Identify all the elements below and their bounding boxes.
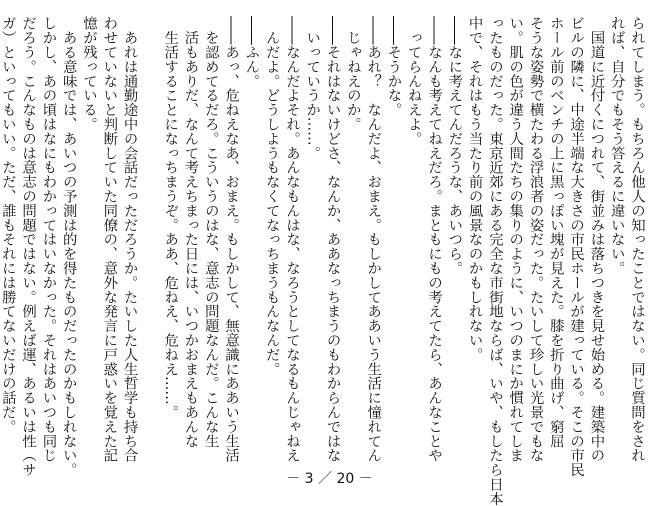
text-line: ホール前のベンチの上に黒っぽい塊が見えた。膝を折り曲げ、窮屈 (547, 16, 564, 448)
text-line: 憶が残っている。 (80, 16, 97, 132)
text-line: れば、自分でもそう答えるに違いない。 (608, 16, 625, 276)
text-line: ある意味では、あいつの予測は的を得たものだったのかもしれない。 (60, 16, 77, 477)
text-line: あれは通勤途中の会話だっただろうか。たいした人生哲学も持ち合 (121, 16, 138, 463)
text-line: わせていないと判断していた同僚の、意外な発言に戸惑いを覚えた記 (101, 16, 118, 463)
text-line: を認めてるだろ。こういうのはな、意志の問題なんだ。こんな生 (202, 16, 219, 448)
text-line: ――それはないけどさ、なんか、ああなっちまうのもわからんではな (324, 16, 341, 463)
text-line: 中で、それはもう当たり前の風景なのかもしれない。 (466, 16, 483, 362)
text-line: い。肌の色が違う人間たちの集りのように、いつのまにか慣れてしま (507, 16, 524, 463)
text-line: ったものだった。東京近郊にある完全な市街地ならば、いや、もしたら日本 (486, 16, 503, 506)
text-line: ――ふん。 (243, 16, 260, 88)
page-number: － 3 ／ 20 － (286, 471, 373, 487)
text-line: ガ）といってもいい。ただ、誰もそれには勝てないだけの話だ。 (0, 16, 16, 434)
text-line: 生活することになっちまうぞ。ああ、危ねえ、危ねえ……。 (162, 16, 179, 420)
text-line: ビルの隣に、中途半端な大きさの市民ホールが建っている。そこの市民 (568, 16, 585, 477)
text-line: ――なに考えてんだろうな、あいつら。 (446, 16, 463, 276)
text-line: ――なんも考えてねえだろ。まともにもの考えてたら、あんなことや (426, 16, 443, 463)
text-line: ってらんねえよ。 (405, 16, 422, 146)
text-line: られてしまう。もちろん他人の知ったことではない。同じ質問をされ (629, 16, 645, 463)
text-line: ――あっ、危ねえなあ、おまえ。もしかして、無意識にああいう生活 (223, 16, 240, 463)
text-line: だろう。こんなものは意志の問題ではない。例えば運、あるいは性（サ (20, 16, 37, 477)
text-line: じゃねえのか。 (344, 16, 361, 132)
text-line (140, 16, 160, 454)
text-line: ――あれ？ なんだよ、おまえ。もしかしてああいう生活に憧れてん (365, 16, 382, 463)
text-line: んだよ。どうしようもなくてなっちまうもんなんだ。 (263, 16, 280, 376)
text-line: ――そうかな。 (385, 16, 402, 117)
text-line: 国道に近付くにつれて、街並みは落ちつきを見せ始める。建築中の (588, 16, 605, 463)
text-line: そうな姿勢で横たわる浮浪者の姿だった。たいして珍しい光景でもな (527, 16, 544, 463)
text-line: しかし、あの頃はなにもわかってはいなかった。それはあいつも同じ (40, 16, 57, 463)
text-line: 活もありだ、なんて考えちまった日には、いつかおまえもあんな (182, 16, 199, 448)
text-line: いっていうか……。 (304, 16, 321, 160)
text-line: ――なんだよそれ。あんなもんはな、なろうとしてなるもんじゃねえ (283, 16, 300, 463)
